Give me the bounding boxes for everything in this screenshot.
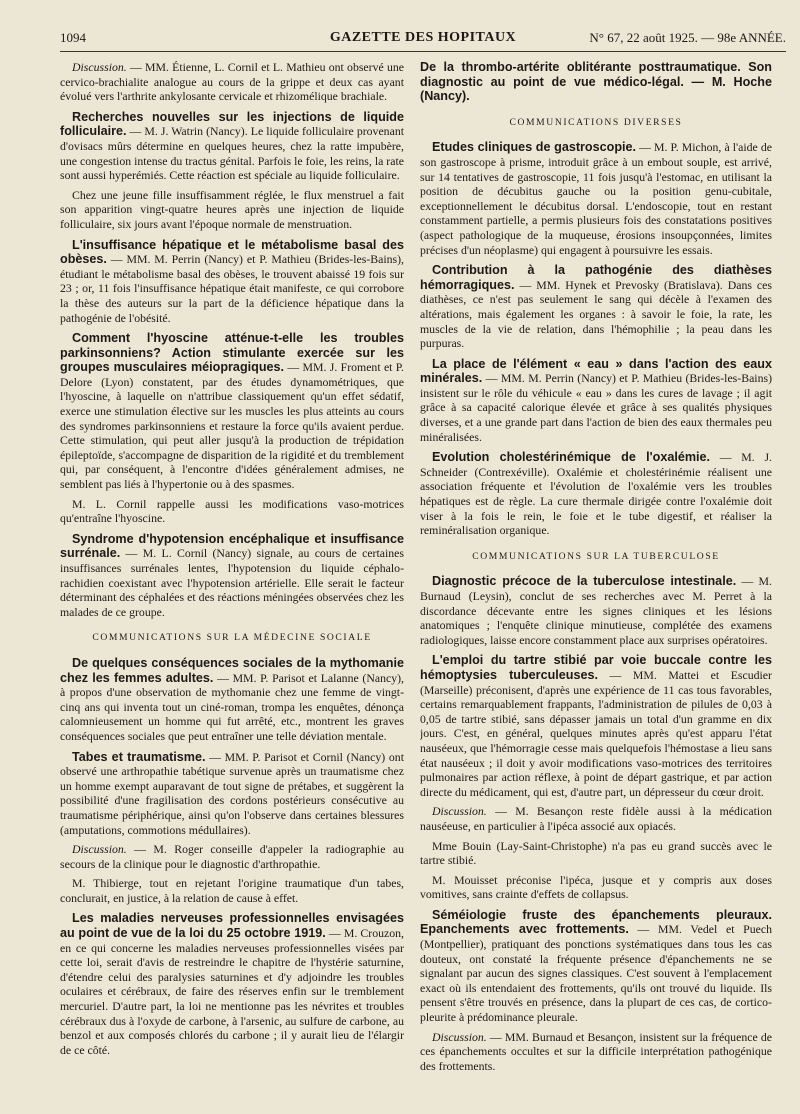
page-number: 1094	[60, 30, 86, 45]
article-oxalemie: Evolution cholestérinémique de l'oxalémie. — M. J. Schneider (Contrexéville). Oxalémie et cholestérinémie réalisent une association fréquente et l'évolution de l'oxalémie vers les troubles hépatiques est de règle. La cure thermale dirigée contre l'oxalémie doit viser à la fois le rein, le foie et le tube digestif, et réaliser la reminéralisation organique.	[420, 450, 772, 538]
section-heading-diverses: COMMUNICATIONS DIVERSES	[509, 116, 683, 128]
article-insuffisance-hepatique: L'insuffisance hépatique et le métabolisme basal des obèses. — MM. M. Perrin (Nancy) et P. Mathieu (Brides-les-Bains), étudiant le métabolisme basal des obèses, le trouvent abaissé 19 fois sur 23 ; or, 11 fois l'insuffisance hépatique était manifeste, ce qui corrobore la thèse des auteurs sur la part de la déficience hépatique dans la pathogénie de l'obésité.	[60, 237, 404, 325]
article-gastroscopie: Etudes cliniques de gastroscopie. — M. P. Michon, à l'aide de son gastroscope à prisme, introduit grâce à un embout souple, est arrivé, sur 14 tentatives de gastroscopie, 11 fois jusqu'à l'estomac, en utilisant la position de décubitus gauche ou la position genu-cubitale, exceptionnellement le décubitus dorsal. L'endoscopie, tout en restant constamment partielle, a permis plusieurs fois des constatations positives (aspect pathologique de la muqueuse, érosions insoupçonnées, limites précises d'un néoplasme) qui engagent à poursuivre les essais.	[420, 140, 772, 257]
right-column	[420, 60, 772, 1110]
article-heading: L'emploi du tartre stibié par voie buccale contre les hémoptysies tuberculeuses.	[420, 653, 772, 682]
section-heading-medecine-sociale: COMMUNICATIONS SUR LA MÉDECINE SOCIALE	[92, 632, 372, 644]
article-injections-folliculaire: Recherches nouvelles sur les injections de liquide folliculaire. — M. J. Watrin (Nancy). Le liquide folliculaire provenant d'ovisacs mûrs détermine en quelques heures, chez la ratte impubère, une congestion intense du tractus génital. Parfois le foie, les reins, la rate sont aussi hyperémiés. Cette réaction est spéciale au liquide folliculaire.	[60, 109, 404, 183]
article-heading: L'insuffisance hépatique et le métabolisme basal des obèses.	[60, 237, 404, 267]
article-thrombo-arterite: De la thrombo-artérite oblitérante posttraumatique. Son diagnostic au point de vue médico-légal. — M. Hoche (Nancy).	[420, 60, 772, 104]
article-heading: Evolution cholestérinémique de l'oxalémie.	[432, 450, 711, 465]
discussion-paragraph: Discussion. — M. Roger conseille d'appeler la radiographie au secours de la clinique pour le diagnostic d'arthropathie.	[60, 842, 404, 871]
article-heading: Diagnostic précoce de la tuberculose intestinale.	[432, 574, 737, 589]
discussion-paragraph: Discussion. — MM. Étienne, L. Cornil et L. Mathieu ont observé une cervico-brachialite analogue au cours de la grippe et deux cas ayant évolué vers l'arthrite ankylosante cervicale et rhizomélique brachiale.	[60, 60, 404, 104]
article-heading: Les maladies nerveuses professionnelles envisagées au point de vue de la loi du 25 octobre 1919.	[60, 911, 404, 941]
article-heading: De quelques conséquences sociales de la mythomanie chez les femmes adultes.	[60, 655, 404, 685]
article-paragraph: M. Mouisset préconise l'ipéca, jusque et y compris aux doses vomitives, sans crainte d'effets de collapsus.	[420, 872, 772, 902]
article-heading: Comment l'hyoscine atténue-t-elle les troubles parkinsonniens? Action stimulante exercée sur les groupes musculaires méiopragiques.	[60, 331, 404, 375]
article-eaux-minerales: La place de l'élément « eau » dans l'action des eaux minérales. — MM. M. Perrin (Nancy) et P. Mathieu (Brides-les-Bains) insistent sur le rôle du véhicule « eau » dans les cures de lavage ; il agit grâce à sa capacité calorique élevée et grâce à ses qualités physiques diverses, et a une grande part dans l'action de bien des eaux thermales peu minéralisées.	[420, 356, 772, 444]
article-paragraph: M. L. Cornil rappelle aussi les modifications vaso-motrices qu'entraîne l'hyoscine.	[60, 496, 404, 526]
article-heading: Recherches nouvelles sur les injections de liquide folliculaire.	[60, 109, 404, 139]
article-heading: Tabes et traumatisme.	[72, 749, 206, 764]
article-tuberculose-intestinale: Diagnostic précoce de la tuberculose intestinale. — M. Burnaud (Leysin), conclut de ses recherches avec M. Perret à la discordance décevante entre les signes cliniques et les lésions anatomiques ; l'enquête clinique minutieuse, complétée des examens radiologiques, laisse encore constamment place aux surprises opératoires.	[420, 574, 772, 647]
article-mythomanie: De quelques conséquences sociales de la mythomanie chez les femmes adultes. — MM. P. Parisot et Lalanne (Nancy), à propos d'une observation de mythomanie chez une femme de vingt-cinq ans qui inventa tout un ciné-roman, trompa les enquêtes, dénonça calomnieusement un homme qui fut arrêté, etc., montrent les graves conséquences sociales que peut entraîner une telle déviation mentale.	[60, 655, 404, 743]
article-heading: Etudes cliniques de gastroscopie.	[432, 140, 637, 155]
page-header	[60, 24, 786, 52]
article-heading: Séméiologie fruste des épanchements pleuraux. Epanchements avec frottements.	[420, 907, 772, 937]
left-column	[60, 60, 404, 1110]
article-paragraph: Chez une jeune fille insuffisamment réglée, le flux menstruel a fait son apparition vingt-quatre heures après une injection de liquide folliculaire, six jours avant l'époque normale de menstruation.	[60, 187, 404, 231]
article-paragraph: Mme Bouin (Lay-Saint-Christophe) n'a pas eu grand succès avec le tartre stibié.	[420, 838, 772, 868]
article-hyoscine: Comment l'hyoscine atténue-t-elle les troubles parkinsonniens? Action stimulante exercée sur les groupes musculaires méiopragiques. — MM. J. Froment et P. Delore (Lyon) constatent, par des études dynamométriques, que l'hyoscine, à laquelle on n'attribue classiquement qu'un effet sédatif, exerce une stimulation élective sur les muscles les plus atteints au cours des syndromes parkinsonniens et restaure la force qu'ils avaient perdue. Cette stimulation, qui peut aller jusqu'à la production de trépidation épileptoïde, s'accompagne de disparition de la rigidité et du tremblement qui, par conséquent, à l'encontre d'idées généralement admises, ne semblent pas liés à l'hypertonie ou à des spasmes.	[60, 331, 404, 492]
article-maladies-professionnelles: Les maladies nerveuses professionnelles envisagées au point de vue de la loi du 25 octobre 1919. — M. Crouzon, en ce qui concerne les maladies nerveuses professionnelles visées par cette loi, serait d'avis de restreindre le chapitre de l'hystérie saturnine, d'étendre celui des paralysies saturnines et d'y adjoindre les troubles oculaires et cérébraux, de faire des réserves enfin sur le tremblement mercuriel. D'autre part, la loi ne mentionne pas les névrites et troubles cérébraux dus à l'oxyde de carbone, à l'arsenic, au sulfure de carbone, au benzol et aux composés chlorés du carbone ; il y aurait lieu de l'élargir de ce côté.	[60, 911, 404, 1057]
discussion-paragraph: Discussion. — M. Besançon reste fidèle aussi à la médication nauséeuse, en particulier à l'ipéca associé aux opiacés.	[420, 804, 772, 833]
article-hypotension-encephalique: Syndrome d'hypotension encéphalique et insuffisance surrénale. — M. L. Cornil (Nancy) signale, au cours de certaines insuffisances surrénales lentes, l'hypotension du liquide céphalo-rachidien coexistant avec l'hypotension artérielle. Elle serait le facteur déterminant des céphalées et des réactions méningées observées chez les malades de ce groupe.	[60, 531, 404, 619]
article-heading: La place de l'élément « eau » dans l'action des eaux minérales.	[420, 356, 772, 386]
article-paragraph: M. Thibierge, tout en rejetant l'origine traumatique d'un tabes, conclurait, en justice, à la relation de cause à effet.	[60, 876, 404, 905]
article-heading: Contribution à la pathogénie des diathèses hémorragiques.	[420, 263, 772, 292]
article-epanchements-pleuraux: Séméiologie fruste des épanchements pleuraux. Epanchements avec frottements. — MM. Vedel et Puech (Montpellier), pratiquant des ponctions systématiques dans tous les cas douteux, ont constaté la fréquente présence d'épanchements ne se signalant par aucun des signes classiques. C'est souvent à l'emplacement exact où ils entendaient des frottements, qu'ils ont trouvé du liquide. Ils pensent s'être trouvés en présence, dans la plupart de ces cas, de cortico-pleurite à prédominance pleurale.	[420, 907, 772, 1025]
journal-title: GAZETTE DES HOPITAUX	[329, 30, 517, 45]
section-heading-tuberculose: COMMUNICATIONS SUR LA TUBERCULOSE	[472, 550, 720, 562]
article-diatheses-hemorragiques: Contribution à la pathogénie des diathèses hémorragiques. — MM. Hynek et Prevosky (Bratislava). Dans ces diathèses, ce n'est pas seulement le sang qui décèle à l'examen des altérations, mais également les organes : à savoir le foie, la rate, les muscles de la vie de relation, dans l'hémophilie ; la peau dans les purpuras.	[420, 263, 772, 351]
article-tabes-traumatisme: Tabes et traumatisme. — MM. P. Parisot et Cornil (Nancy) ont observé une arthropathie tabétique survenue après un traumatisme chez un homme exempt auparavant de tout signe de prétabes, et suggèrent la possibilité d'une fragilisation des cordons postérieurs consécutive au traumatisme périphérique, ainsi qu'on l'observe dans certaines blessures (amputations, commotions médullaires).	[60, 749, 404, 837]
article-tartre-stibie: L'emploi du tartre stibié par voie buccale contre les hémoptysies tuberculeuses. — MM. Mattei et Escudier (Marseille) préconisent, d'après une expérience de 11 cas tous favorables, certains remarquablement frappants, l'administration de pilules de 0,03 à 0,05 de tartre stibié, sans dépasser jamais un total d'un gramme en dix jours. C'est, en général, quelques minutes après qu'est apparu l'état nauséeux, que l'hémorragie cesse mais quelquefois l'hémostase a lieu sans état nauséeux ; il doit y avoir modifications vaso-motrices des territoires pulmonaires par action réflexe, à point de départ gastrique, et par action directe du médicament, qui est, d'autre part, un dépresseur du cœur droit.	[420, 653, 772, 799]
article-heading: Syndrome d'hypotension encéphalique et insuffisance surrénale.	[60, 531, 404, 561]
discussion-paragraph: Discussion. — MM. Burnaud et Besançon, insistent sur la fréquence de ces épanchements occultes et sur la difficile interprétation pathogénique des frottements.	[420, 1029, 772, 1073]
issue-info: N° 67, 22 août 1925. — 98e ANNÉE.	[589, 30, 786, 45]
